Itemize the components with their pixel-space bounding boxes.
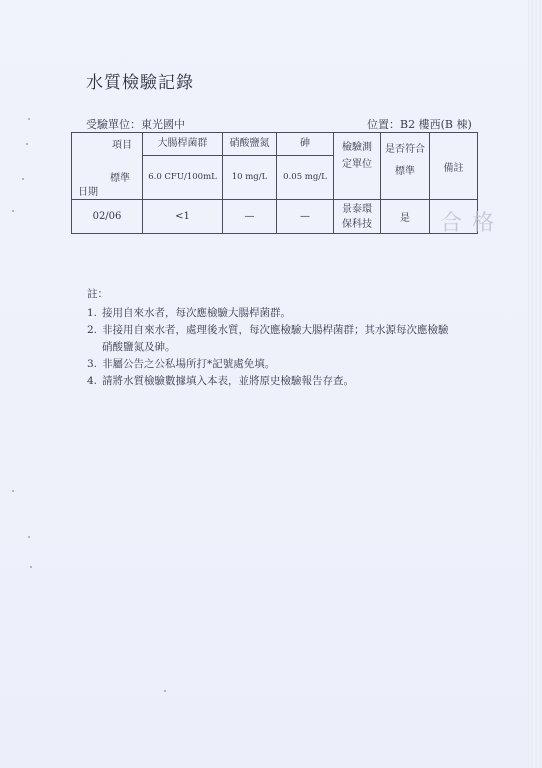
scan-edge-shadow <box>528 0 542 768</box>
coliform-standard: 6.0 CFU/100mL <box>148 172 217 182</box>
note-item <box>87 373 449 390</box>
note-text: 非接用自來水者，處理後水質，每次應檢驗大腸桿菌群；其水源每次應檢驗 <box>102 324 449 336</box>
note-item <box>87 356 449 373</box>
nitrate-value-cell: — <box>223 200 277 234</box>
note-item <box>87 322 449 339</box>
note-number: 4. <box>87 375 98 387</box>
standard-label: 標準 <box>110 173 130 184</box>
nitrate-name: 硝酸鹽氮 <box>223 133 276 156</box>
nitrate-standard: 10 mg/L <box>231 172 268 182</box>
date-cell: 02/06 <box>72 200 143 234</box>
page-title: 水質檢驗記錄 <box>86 73 194 93</box>
note-text: 非屬公告之公私場所打*記號處免填。 <box>102 358 276 370</box>
compliance-name-line1: 是否符合 <box>385 144 425 155</box>
notes-section <box>87 286 449 390</box>
corner-header-cell <box>72 133 143 200</box>
scan-speck <box>22 178 24 180</box>
scan-speck <box>28 536 30 538</box>
note-text: 請將水質檢驗數據填入本表，並將原史檢驗報告存查。 <box>102 375 354 387</box>
compliance-name-line2: 標準 <box>395 166 415 177</box>
note-number: 2. <box>87 324 98 336</box>
scan-speck <box>164 690 166 692</box>
lab-value-line2: 保科技 <box>342 218 372 230</box>
remarks-name: 備註 <box>443 162 464 174</box>
scan-speck <box>26 143 28 145</box>
arsenic-header-cell <box>277 133 334 200</box>
note-item <box>87 305 449 322</box>
note-number: 3. <box>87 358 98 370</box>
coliform-header-cell <box>143 133 223 200</box>
scan-speck <box>30 566 32 568</box>
lab-name-line1: 檢驗測 <box>342 142 372 153</box>
remarks-header-cell <box>430 133 478 200</box>
scan-speck <box>12 210 14 212</box>
lab-value-line1: 景泰環 <box>342 203 372 215</box>
location: 位置：B2 樓西(B 棟) <box>367 118 472 131</box>
coliform-name: 大腸桿菌群 <box>143 133 222 156</box>
scan-speck <box>28 118 30 120</box>
date-label: 日期 <box>78 187 98 198</box>
note-text: 接用自來水者，每次應檢驗大腸桿菌群。 <box>102 307 291 319</box>
nitrate-header-cell <box>223 133 277 200</box>
compliance-value-cell: 是 <box>381 200 430 234</box>
item-label: 項目 <box>112 140 132 151</box>
lab-value-cell <box>334 200 381 234</box>
note-number: 1. <box>87 307 98 319</box>
compliance-header-cell <box>381 133 430 200</box>
table-header-row <box>72 133 478 200</box>
coliform-value-cell: <1 <box>143 200 223 234</box>
notes-heading: 註： <box>87 288 108 300</box>
water-quality-table <box>71 132 478 234</box>
tested-unit: 受驗單位：東光國中 <box>86 118 185 131</box>
note-continuation: 硝酸鹽氮及砷。 <box>102 341 176 353</box>
lab-name-line2: 定單位 <box>342 159 372 170</box>
arsenic-value-cell: — <box>277 200 334 234</box>
arsenic-name: 砷 <box>277 133 333 156</box>
arsenic-standard: 0.05 mg/L <box>283 172 327 182</box>
table-row <box>72 200 478 234</box>
lab-header-cell <box>334 133 381 200</box>
pass-stamp: 合格 <box>440 211 505 236</box>
scan-speck <box>12 490 14 492</box>
